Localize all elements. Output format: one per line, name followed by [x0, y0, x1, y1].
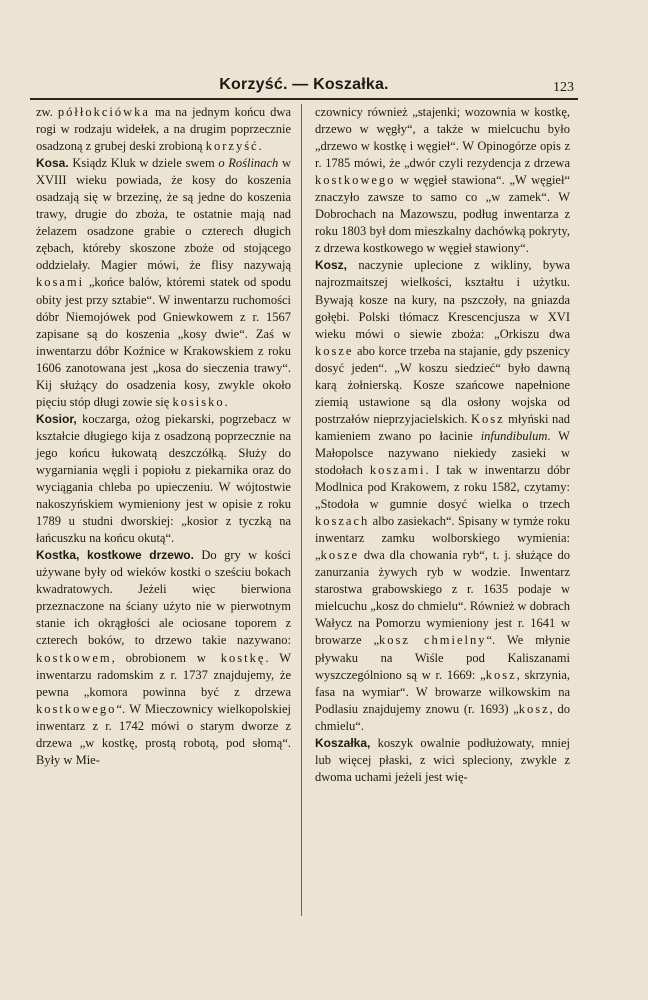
entry-koszalka: Koszałka, koszyk owalnie podłużowaty, mniej lub więcej płaski, z wici spleciony, zwykle z dwoma uchami jeżeli jest wię-: [315, 735, 570, 784]
left-column: [36, 104, 291, 769]
entry-headword: Kosa.: [36, 156, 69, 171]
entry-kostka: Kostka, kostkowe drzewo. Do gry w kości używane były od wieków kostki o sześciu bokach kwadratowych. Jeżeli więc bierwiona przeznaczone na ściany użyto nie w pierwotnym stanie ich okrągłości ale ociosane toporem z czterech boków, to drzewo takie nazywano: kostkowem, obrobionem w kostkę. W inwentarzu radomskim z r. 1737 znajdujemy, że pewna „komora powinna być z drzewa kostkowego“. W Mieczownicy wielkopolskiej inwentarz z r. 1742 mówi o starym dworze z drzewa „w kostkę, prostą robotą, pod słomą“. Były w Mie-: [36, 548, 291, 767]
running-header: [30, 76, 578, 100]
entry-headword: Kostka, kostkowe drzewo.: [36, 548, 194, 563]
entry-kosz: Kosz, naczynie uplecione z wikliny, bywa najrozmaitszej wielkości, kształtu i użytku. Bywają kosze na kury, na pszczoły, na gniazda gołębi. Polski tłómacz Krescencjusza w XVI wieku mówi o siewie zboża: „Orkiszu dwa kosze abo korce trzeba na stajanie, gdy pszenicy dosyć jeden“. „W koszu siedzieć“ było dawną karą żołnierską. Kosze szańcowe napełnione ziemią ustawione są dla osłony wojska od postrzałów nieprzyjacielskich. Kosz młyński nad kamieniem zwano po łacinie infundibulum. W Małopolsce nazywano niekiedy zasieki w stodołach koszami. I tak w inwentarzu dóbr Modlnica pod Krakowem, z roku 1582, czytamy: „Stodoła w gumnie dosyć wielka o trzech koszach albo zasiekach“. Spisany w tymże roku inwentarz zamku wolborskiego wymienia: „kosze dwa dla chowania ryb“, t. j. służące do zanurzania żywych ryb w wodzie. Inwentarz starostwa grabowskiego z r. 1635 podaje w mielcuchu „kosz do chmielu“. Również w dobrach Wałycz na Pomorzu wymieniony jest r. 1641 w browarze „kosz chmielny“. We młynie pływaku na Wiśle pod Kaliszanami wyszczególniono są w r. 1669: „kosz, skrzynia, fasa na wymiar“. W browarze wilkowskim na Podlasiu znajdujemy znowu (r. 1693) „kosz, do chmielu“.: [315, 258, 571, 733]
entry-headword: Kosior,: [36, 411, 77, 426]
entry-headword: Kosz,: [315, 258, 348, 273]
entry-kosa: Kosa. Ksiądz Kluk w dziele swem o Roślinach w XVIII wieku powiada, że kosy do koszenia osadzają się w brzezinę, że są jedne do koszenia trawy, drugie do zboża, te ostatnie mają nad żelazem osadzone grabie o czterech długich zębach, któreby skoszone zboże od stojącego oddzielały. Magier mówi, że flisy nazywają kosami „końce balów, któremi statek od spodu obity jest przy sztabie“. W inwentarzu ruchomości dóbr Niemojówek pod Gniewkowem z r. 1567 zapisane są do koszenia „kosy dwie“. Zaś w inwentarzu dóbr Koźnice w Krakowskiem z roku 1606 zanotowana jest „kosa do sieczenia trawy“. Kij służący do osadzenia kosy, zwykle około pięciu stóp długi zowie się kosisko.: [36, 156, 291, 409]
column-divider: [301, 104, 302, 916]
page-number: 123: [553, 80, 574, 95]
right-column: [315, 104, 570, 786]
entry-kostka-continued: czownicy również „stajenki; wozownia w kostkę, drzewo w węgły“, a także w mielcuchu było „drzewo w kostkę i węgieł“. W Opinogórze opis z r. 1785 mówi, że „dwór czyli rezydencja z drzewa kostkowego w węgieł stawiona“. „W węgieł“ znaczyło zawsze to samo co „w zamek“. W Dobrochach na Mazowszu, podług inwentarza z roku 1803 był dom mieszkalny dachówką pokryty, z drzewa kostkowego w węgieł stawiony“.: [315, 105, 570, 256]
header-title: Korzyść. — Koszałka.: [219, 76, 389, 93]
entry-headword: Koszałka,: [315, 735, 371, 750]
paragraph-continuation: zw. półłokciówka ma na jednym końcu dwa rogi w rodzaju widełek, a na drugim poprzecznie osadzoną z grubej deski zrobioną korzyść.: [36, 105, 292, 154]
entry-kosior: Kosior, koczarga, ożog piekarski, pogrzebacz w kształcie długiego kija z osadzoną poprzecznie na jego końcu łukowatą deszczółką. Służy do wygarniania węgli i popiołu z piekarnika oraz do wyciągania chleba po upieczeniu. W wójtostwie nakoszyńskiem wymieniony jest w opisie z roku 1789 u studni dworskiej: „kosior z tyczką na łańcuszku na końcu okutą“.: [36, 411, 291, 546]
